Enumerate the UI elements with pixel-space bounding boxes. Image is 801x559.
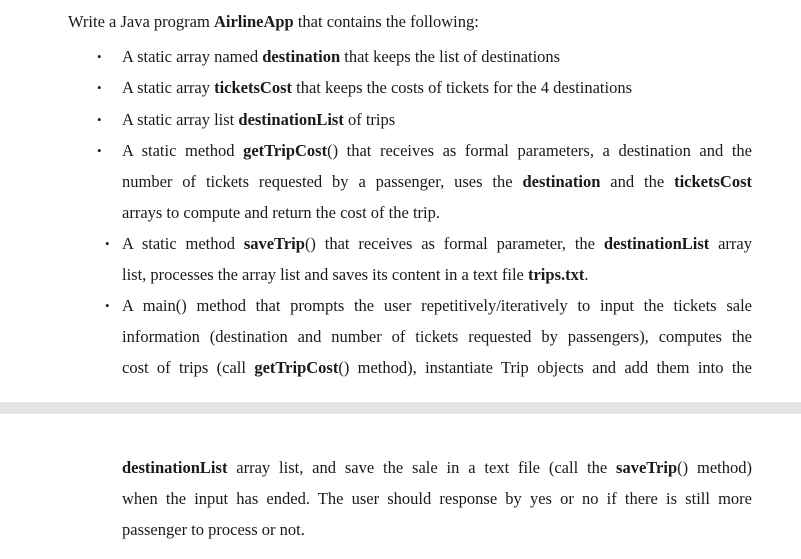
text-run: A static array bbox=[122, 78, 215, 97]
bullet-icon: • bbox=[105, 236, 110, 251]
bold-term: destination bbox=[262, 47, 341, 66]
text-run: A static method bbox=[122, 141, 244, 160]
text-line bbox=[122, 172, 752, 192]
text-run: and the bbox=[600, 172, 675, 191]
text-run: A static method bbox=[122, 234, 244, 253]
text-run: array bbox=[709, 234, 752, 253]
text-line bbox=[122, 203, 752, 223]
bullet-icon: • bbox=[97, 112, 102, 127]
intro-text-pre: Write a Java program bbox=[68, 12, 214, 31]
text-run: () method), instantiate Trip objects and add them into the bbox=[338, 358, 752, 377]
bullet-icon: • bbox=[97, 143, 102, 158]
text-line bbox=[122, 234, 752, 254]
document-page-bottom bbox=[0, 414, 801, 559]
bold-term: destination bbox=[522, 172, 601, 191]
bold-term: ticketsCost bbox=[674, 172, 752, 191]
bullet-icon: • bbox=[97, 49, 102, 64]
text-line bbox=[122, 358, 752, 378]
program-name: AirlineApp bbox=[213, 12, 294, 31]
bold-term: destinationList bbox=[603, 234, 710, 253]
text-run: number of tickets requested by a passenger, uses the bbox=[122, 172, 523, 191]
bold-term: saveTrip bbox=[243, 234, 305, 253]
text-run: of trips bbox=[343, 110, 396, 129]
text-run: array list, and save the sale in a text file (call the bbox=[227, 458, 617, 477]
text-line bbox=[122, 489, 752, 509]
bullet-icon: • bbox=[97, 80, 102, 95]
bullet-icon: • bbox=[105, 298, 110, 313]
bold-term: trips.txt bbox=[527, 265, 585, 284]
text-line bbox=[122, 327, 752, 347]
text-line bbox=[122, 265, 752, 285]
bold-term: getTripCost bbox=[243, 141, 328, 160]
text-run: () method) bbox=[677, 458, 752, 477]
text-line bbox=[122, 78, 752, 98]
text-run: passenger to process or not. bbox=[122, 520, 305, 539]
bold-term: destinationList bbox=[122, 458, 228, 477]
text-run: arrays to compute and return the cost of the trip. bbox=[122, 203, 440, 222]
bold-term: ticketsCost bbox=[214, 78, 292, 97]
text-run: when the input has ended. The user should response by yes or no if there is still more bbox=[122, 489, 752, 508]
page-break bbox=[0, 402, 801, 414]
text-run: A main() method that prompts the user repetitively/iteratively to input the tickets sale bbox=[122, 296, 752, 315]
text-run: that keeps the list of destinations bbox=[340, 47, 561, 66]
bold-term: getTripCost bbox=[254, 358, 339, 377]
text-line bbox=[122, 110, 752, 130]
text-run: cost of trips (call bbox=[122, 358, 255, 377]
text-line bbox=[122, 520, 752, 540]
text-run: () that receives as formal parameters, a destination and the bbox=[327, 141, 752, 160]
text-run: A static array named bbox=[122, 47, 263, 66]
bold-term: saveTrip bbox=[616, 458, 678, 477]
text-run: . bbox=[584, 265, 589, 284]
bold-term: destinationList bbox=[238, 110, 344, 129]
text-run: A static array list bbox=[122, 110, 239, 129]
intro-text-post: that contains the following: bbox=[293, 12, 479, 31]
text-line bbox=[122, 47, 752, 67]
text-run: list, processes the array list and saves its content in a text file bbox=[122, 265, 528, 284]
text-run: information (destination and number of tickets requested by passengers), computes the bbox=[122, 327, 752, 346]
text-line bbox=[122, 458, 752, 478]
text-line bbox=[122, 141, 752, 161]
text-run: that keeps the costs of tickets for the 4 destinations bbox=[292, 78, 633, 97]
text-run: () that receives as formal parameter, the bbox=[304, 234, 604, 253]
intro-paragraph bbox=[68, 12, 479, 32]
text-line bbox=[122, 296, 752, 316]
